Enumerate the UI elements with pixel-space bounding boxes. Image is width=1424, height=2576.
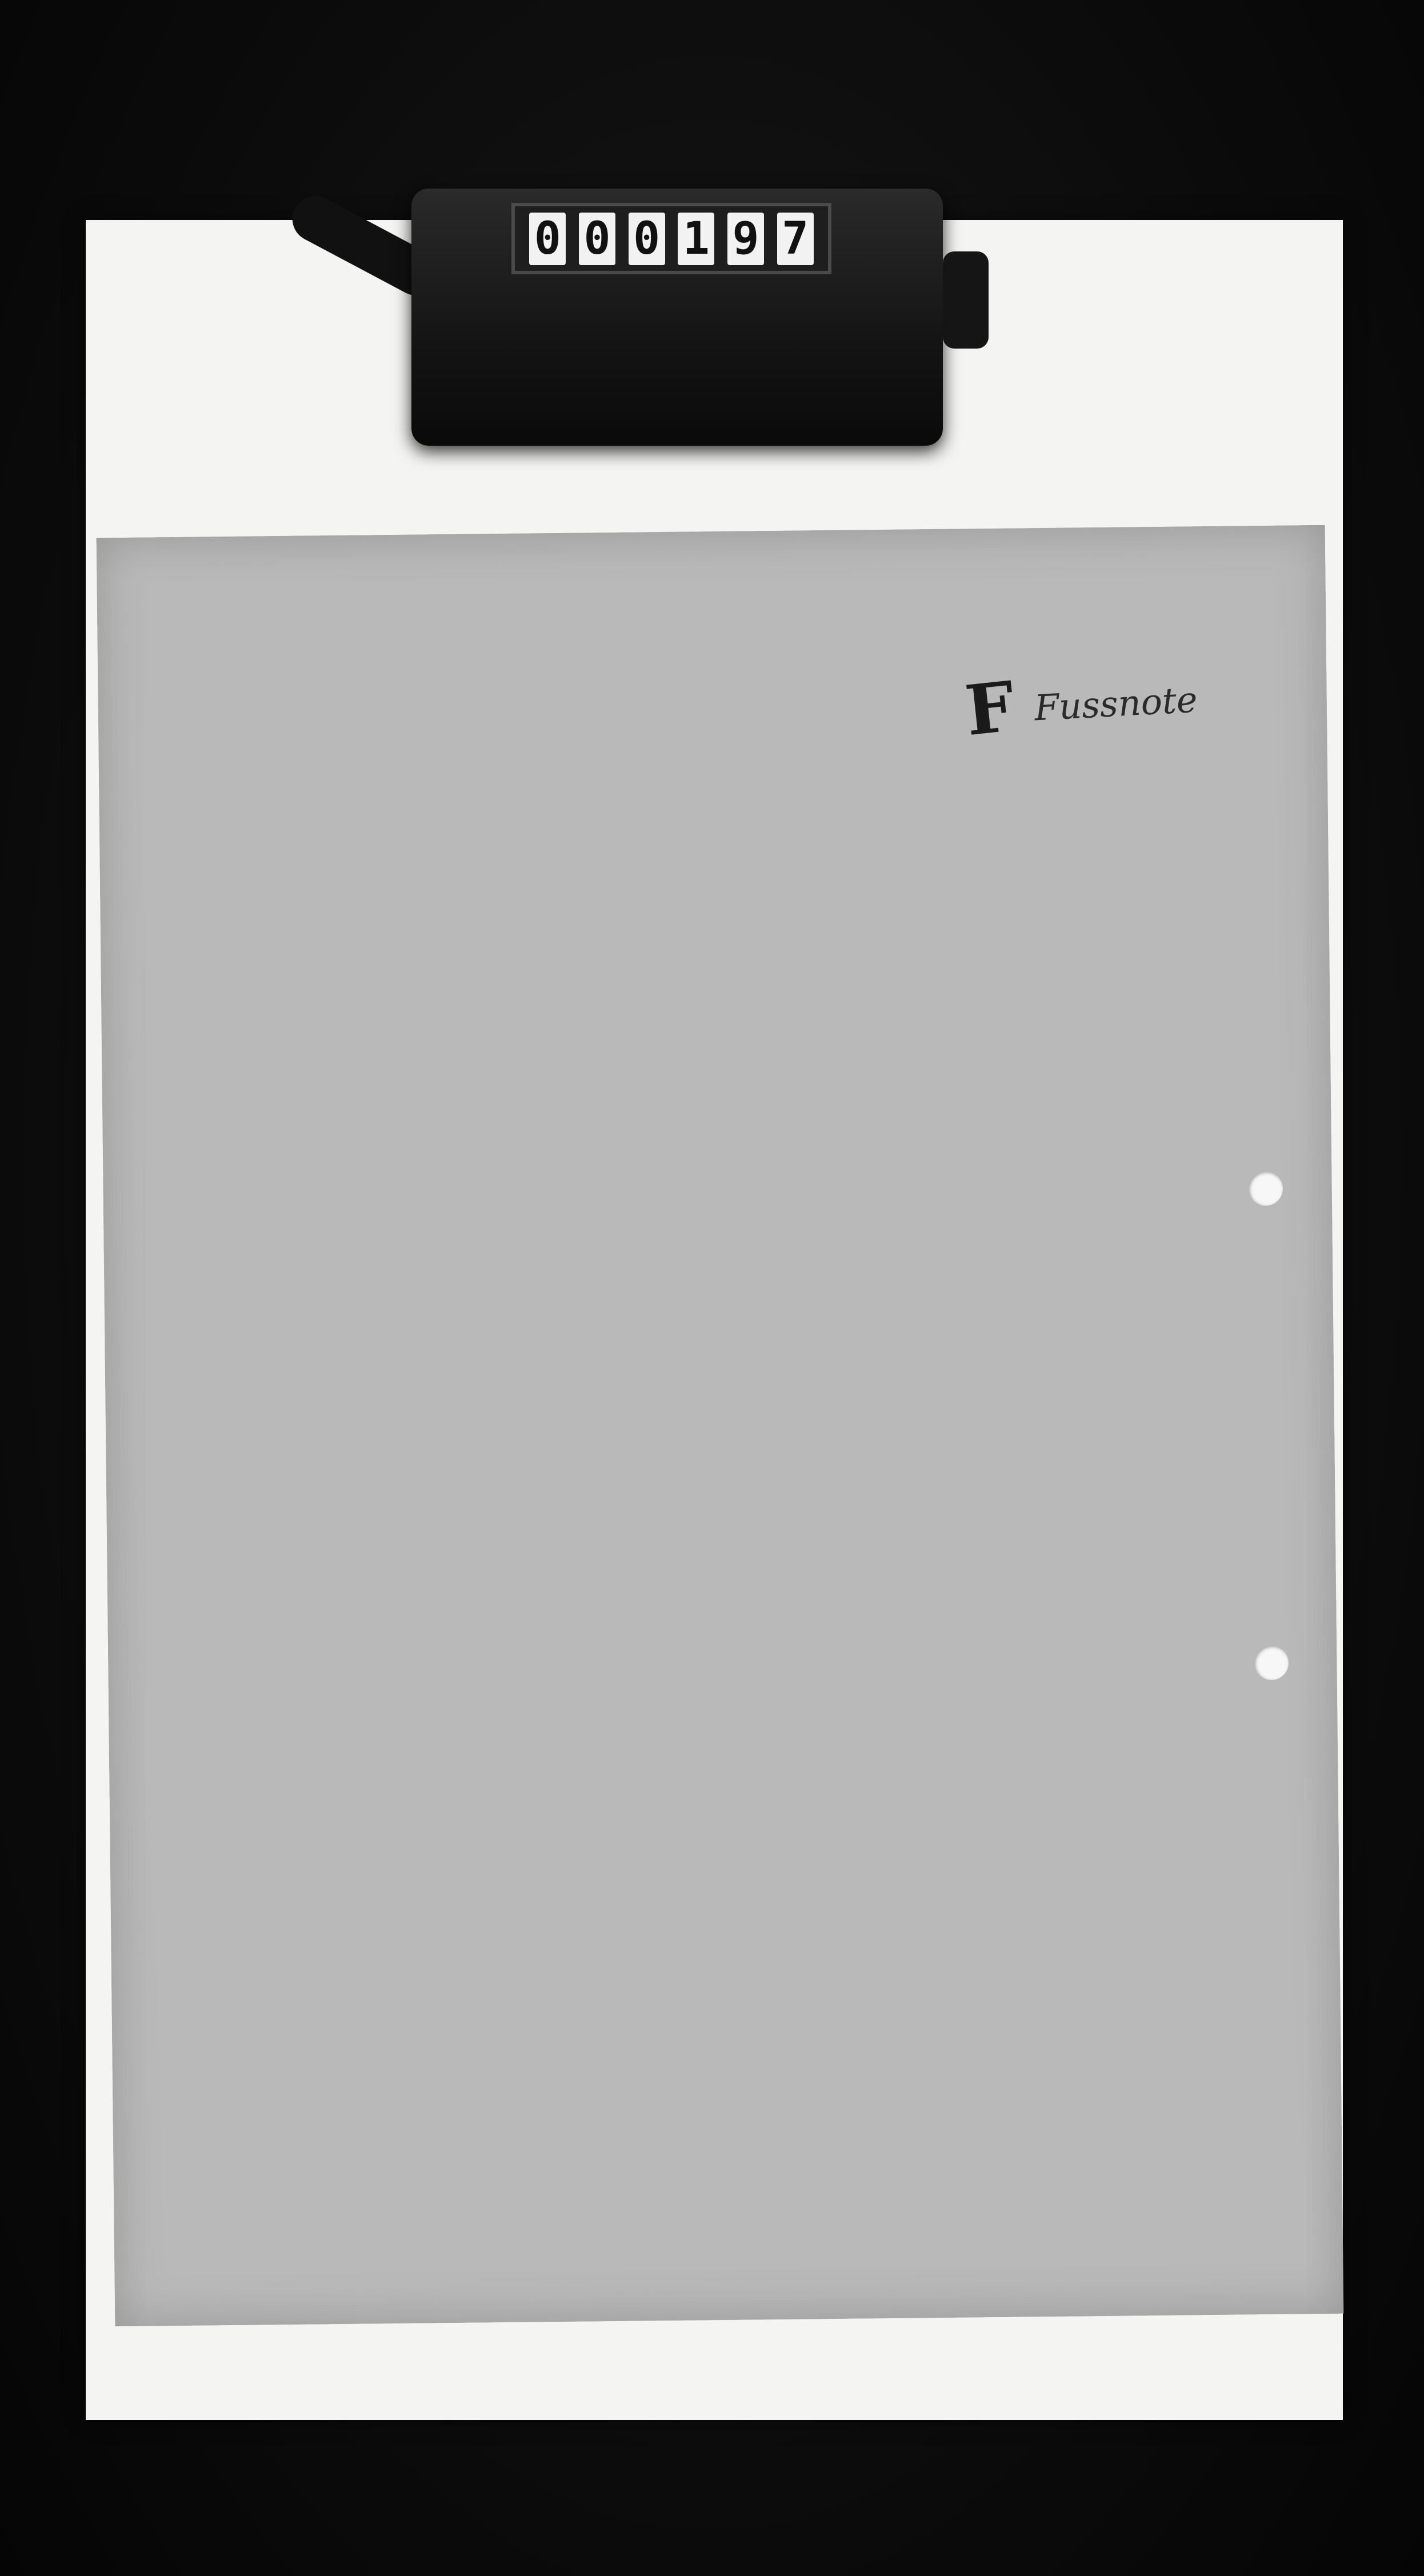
- counter-digit: 1: [678, 213, 714, 265]
- counter-digit: 9: [727, 213, 764, 265]
- handwritten-mark: F: [961, 666, 1019, 752]
- handwritten-note: Fussnote: [1033, 678, 1199, 729]
- counter-digit: 7: [777, 213, 814, 265]
- counter-digit: 0: [629, 213, 665, 265]
- counter-digit: 0: [529, 213, 566, 265]
- counter-digit: 0: [579, 213, 615, 265]
